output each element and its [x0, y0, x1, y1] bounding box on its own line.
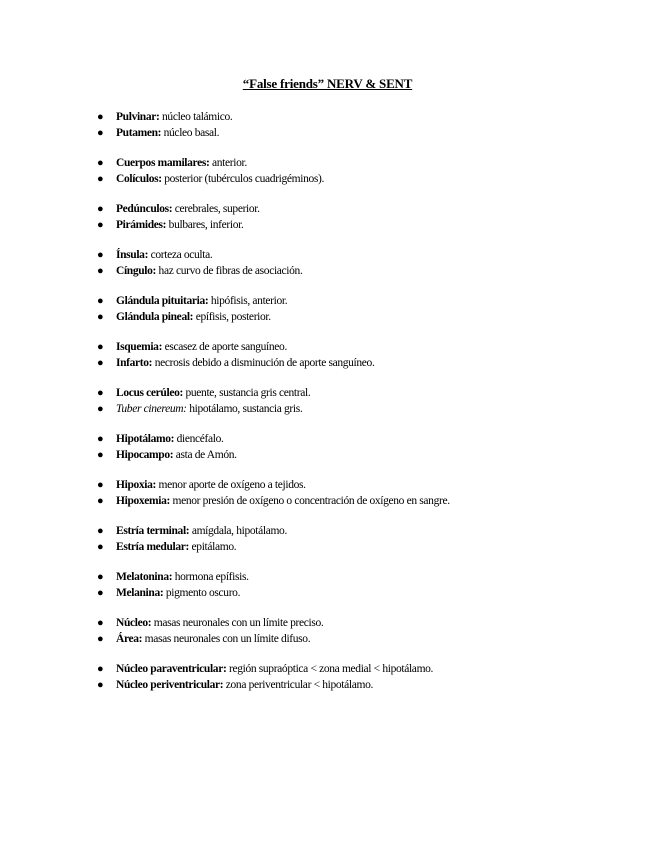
term-description: hormona epífisis.	[172, 571, 249, 583]
term-description: hipófisis, anterior.	[208, 295, 288, 307]
list-item	[0, 677, 655, 693]
term-description: menor presión de oxígeno o concentración de oxígeno en sangre.	[170, 495, 450, 507]
term-label: Colículos:	[116, 173, 162, 185]
term-group	[0, 385, 655, 417]
list-item	[0, 431, 655, 447]
term-label: Ínsula:	[116, 249, 149, 261]
term-label: Estría medular:	[116, 541, 190, 553]
list-item	[0, 631, 655, 647]
term-label: Melanina:	[116, 587, 164, 599]
term-description: haz curvo de fibras de asociación.	[156, 265, 303, 277]
list-item	[0, 585, 655, 601]
term-label: Isquemia:	[116, 341, 163, 353]
list-item	[0, 539, 655, 555]
term-description: anterior.	[209, 157, 247, 169]
term-label: Núcleo periventricular:	[116, 679, 224, 691]
list-item	[0, 217, 655, 233]
term-list	[0, 109, 655, 707]
bullet-icon: ●	[97, 587, 104, 599]
term-group	[0, 661, 655, 693]
bullet-icon: ●	[97, 679, 104, 691]
bullet-icon: ●	[97, 479, 104, 491]
term-label: Melatonina:	[116, 571, 173, 583]
term-label: Locus cerúleo:	[116, 387, 183, 399]
bullet-icon: ●	[97, 541, 104, 553]
term-description: diencéfalo.	[174, 433, 224, 445]
list-item	[0, 355, 655, 371]
term-description: puente, sustancia gris central.	[182, 387, 311, 399]
term-description: núcleo talámico.	[159, 111, 233, 123]
bullet-icon: ●	[97, 203, 104, 215]
bullet-icon: ●	[97, 111, 104, 123]
document-title: “False friends” NERV & SENT	[242, 76, 413, 91]
term-label: Glándula pineal:	[116, 311, 194, 323]
list-item	[0, 109, 655, 125]
term-label: Hipoxemia:	[116, 495, 170, 507]
term-description: hipotálamo, sustancia gris.	[186, 403, 303, 415]
bullet-icon: ●	[97, 617, 104, 629]
list-item	[0, 309, 655, 325]
bullet-icon: ●	[97, 311, 104, 323]
term-group	[0, 201, 655, 233]
term-description: masas neuronales con un límite difuso.	[142, 633, 311, 645]
term-group	[0, 155, 655, 187]
list-item	[0, 523, 655, 539]
list-item	[0, 385, 655, 401]
bullet-icon: ●	[97, 633, 104, 645]
term-group	[0, 293, 655, 325]
list-item	[0, 155, 655, 171]
term-group	[0, 339, 655, 371]
term-label: Infarto:	[116, 357, 153, 369]
bullet-icon: ●	[97, 387, 104, 399]
term-description: amígdala, hipotálamo.	[189, 525, 287, 537]
term-description: posterior (tubérculos cuadrigéminos).	[161, 173, 325, 185]
term-group	[0, 615, 655, 647]
list-item	[0, 293, 655, 309]
term-description: asta de Amón.	[173, 449, 237, 461]
bullet-icon: ●	[97, 357, 104, 369]
term-label: Glándula pituitaria:	[116, 295, 209, 307]
term-label: Estría terminal:	[116, 525, 190, 537]
term-label: Núcleo paraventricular:	[116, 663, 227, 675]
list-item	[0, 247, 655, 263]
list-item	[0, 615, 655, 631]
term-label: Cuerpos mamilares:	[116, 157, 210, 169]
term-group	[0, 523, 655, 555]
bullet-icon: ●	[97, 571, 104, 583]
bullet-icon: ●	[97, 265, 104, 277]
list-item	[0, 569, 655, 585]
term-label: Pedúnculos:	[116, 203, 173, 215]
list-item	[0, 171, 655, 187]
term-description: región supraóptica < zona medial < hipotálamo.	[226, 663, 434, 675]
term-description: masas neuronales con un límite preciso.	[151, 617, 324, 629]
term-description: necrosis debido a disminución de aporte sanguíneo.	[152, 357, 375, 369]
bullet-icon: ●	[97, 295, 104, 307]
term-description: zona periventricular < hipotálamo.	[223, 679, 373, 691]
list-item	[0, 401, 655, 417]
term-description: epífisis, posterior.	[193, 311, 271, 323]
bullet-icon: ●	[97, 433, 104, 445]
bullet-icon: ●	[97, 495, 104, 507]
term-label: Tuber cinereum:	[116, 403, 187, 415]
bullet-icon: ●	[97, 525, 104, 537]
bullet-icon: ●	[97, 173, 104, 185]
bullet-icon: ●	[97, 219, 104, 231]
list-item	[0, 339, 655, 355]
bullet-icon: ●	[97, 249, 104, 261]
term-group	[0, 477, 655, 509]
list-item	[0, 493, 655, 509]
term-description: bulbares, inferior.	[166, 219, 244, 231]
term-group	[0, 109, 655, 141]
term-label: Hipotálamo:	[116, 433, 175, 445]
term-group	[0, 431, 655, 463]
bullet-icon: ●	[97, 663, 104, 675]
term-label: Cíngulo:	[116, 265, 157, 277]
list-item	[0, 477, 655, 493]
bullet-icon: ●	[97, 403, 104, 415]
term-group	[0, 247, 655, 279]
term-label: Área:	[116, 633, 143, 645]
term-label: Pulvinar:	[116, 111, 160, 123]
term-label: Hipoxia:	[116, 479, 157, 491]
term-description: corteza oculta.	[148, 249, 213, 261]
list-item	[0, 447, 655, 463]
term-description: menor aporte de oxígeno a tejidos.	[156, 479, 306, 491]
bullet-icon: ●	[97, 157, 104, 169]
bullet-icon: ●	[97, 449, 104, 461]
list-item	[0, 125, 655, 141]
term-description: epitálamo.	[189, 541, 237, 553]
bullet-icon: ●	[97, 341, 104, 353]
term-description: escasez de aporte sanguíneo.	[162, 341, 287, 353]
term-description: cerebrales, superior.	[172, 203, 260, 215]
term-label: Hipocampo:	[116, 449, 174, 461]
bullet-icon: ●	[97, 127, 104, 139]
term-description: pigmento oscuro.	[163, 587, 241, 599]
term-group	[0, 569, 655, 601]
term-label: Pirámides:	[116, 219, 167, 231]
list-item	[0, 201, 655, 217]
list-item	[0, 661, 655, 677]
term-label: Núcleo:	[116, 617, 152, 629]
list-item	[0, 263, 655, 279]
term-description: núcleo basal.	[161, 127, 220, 139]
term-label: Putamen:	[116, 127, 162, 139]
